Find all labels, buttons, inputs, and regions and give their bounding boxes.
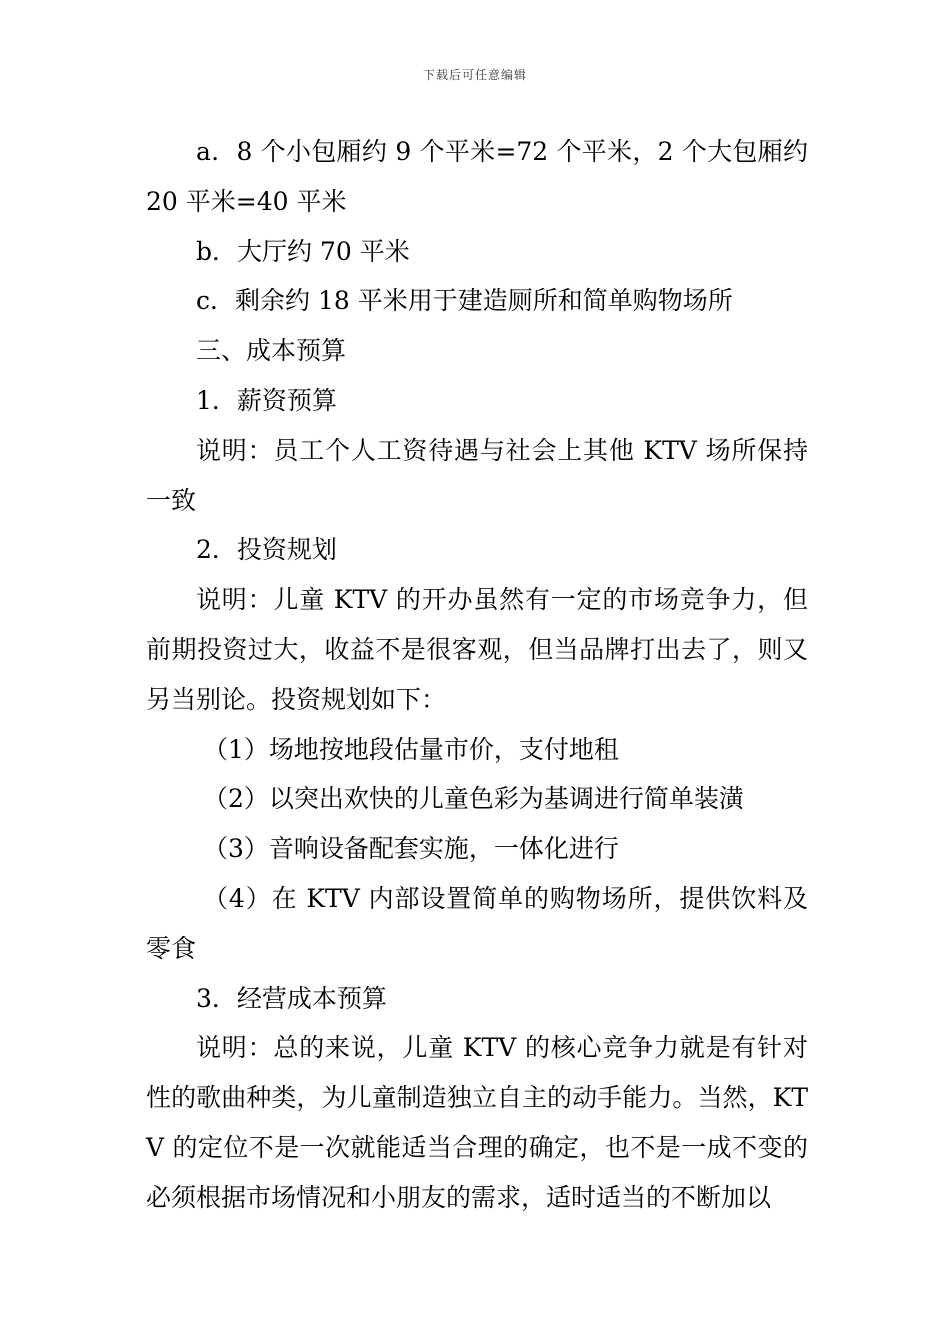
paragraph-area-b: b．大厅约 70 平米	[196, 236, 410, 266]
list-item-plan-3: （3）音响设备配套实施，一体化进行	[203, 834, 619, 864]
subheading-investment-plan: 2．投资规划	[196, 535, 337, 565]
document-body	[146, 127, 808, 1223]
page-header-note: 下载后可任意编辑	[422, 68, 527, 82]
paragraph-operating-note: 说明：总的来说，儿童 KTV 的核心竞争力就是有针对性的歌曲种类，为儿童制造独立自主的动手能力。当然，KTV 的定位不是一次就能适当合理的确定，也不是一成不变的必须根据市场情况和小朋友的需求，适时适当的不断加以	[146, 1033, 808, 1212]
list-item-plan-4: （4）在 KTV 内部设置简单的购物场所，提供饮料及零食	[146, 883, 808, 963]
paragraph-investment-note: 说明：儿童 KTV 的开办虽然有一定的市场竞争力，但前期投资过大，收益不是很客观，但当品牌打出去了，则又另当别论。投资规划如下：	[146, 585, 808, 714]
paragraph-salary-note: 说明：员工个人工资待遇与社会上其他 KTV 场所保持一致	[146, 435, 808, 515]
list-item-plan-1: （1）场地按地段估量市价，支付地租	[203, 734, 619, 764]
subheading-operating-cost: 3．经营成本预算	[196, 983, 387, 1013]
section-heading-cost-budget: 三、成本预算	[196, 336, 347, 366]
subheading-salary-budget: 1．薪资预算	[196, 385, 337, 415]
paragraph-area-c: c．剩余约 18 平米用于建造厕所和简单购物场所	[196, 286, 733, 316]
paragraph-area-a: a．8 个小包厢约 9 个平米=72 个平米，2 个大包厢约 20 平米=40 平米	[146, 137, 808, 216]
list-item-plan-2: （2）以突出欢快的儿童色彩为基调进行简单装潢	[203, 784, 744, 814]
